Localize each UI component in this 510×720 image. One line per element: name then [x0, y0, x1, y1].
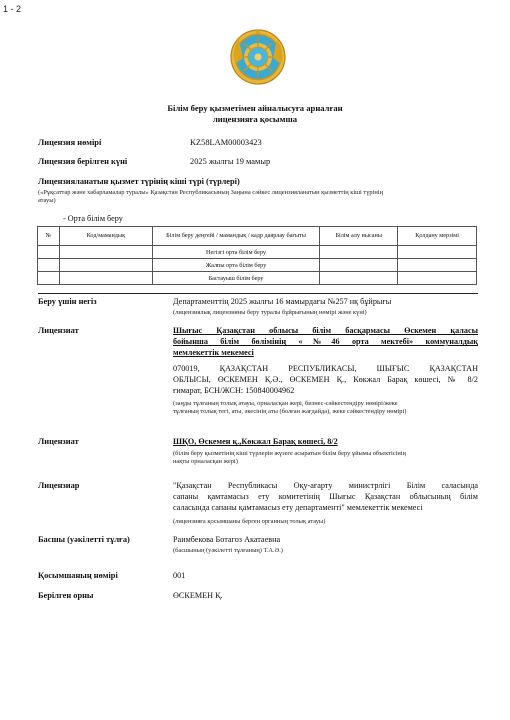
table-cell [38, 246, 60, 259]
licensee-address-line3: ғимарат, БСН/ЖСН: 150840004962 [173, 386, 295, 395]
section-divider [38, 293, 478, 294]
licensor-label: Лицензиар [38, 481, 80, 490]
basis-value: Департаменттің 2025 жылғы 16 мамырдағы №257 нқ бұйрығы [173, 297, 392, 306]
license-number-value: KZ58LAM00003423 [190, 138, 262, 147]
licensee-address-line1: 070019, ҚАЗАҚСТАН РЕСПУБЛИКАСЫ, ШЫҒЫС ҚАЗАҚСТАН [173, 364, 478, 373]
licensee-address-line2: ОБЛЫСЫ, ӨСКЕМЕН Қ.Ә., ӨСКЕМЕН Қ., Көкжал Барақ көшесі, № 8/2 [173, 375, 478, 384]
head-value: Раимбекова Ботагоз Акатаевна [173, 535, 281, 544]
education-levels-table [37, 226, 477, 285]
licensee-note-line1: (заңды тұлғаның толық атауы, орналасқан жері, бизнес-сәйкестендіру нөмірі/жеке [173, 400, 398, 407]
issue-date-value: 2025 жылғы 19 мамыр [190, 157, 271, 166]
issue-place-value: ӨСКЕМЕН Қ. [173, 591, 223, 600]
licensor-line1: "Қазақстан Республикасы Оқу-ағарту министрлігі Білім саласында [173, 481, 478, 490]
table-row [38, 246, 477, 259]
appendix-number-label: Қосымшаның нөмірі [38, 571, 118, 580]
subkind-note-line2: атауы) [38, 197, 56, 204]
licensee-note-line2: тұлғаның толық тегі, аты, әкесінің аты (болған жағдайда), жеке сәйкестендіру нөмірі) [173, 408, 407, 415]
subkind-item: - Орта білім беру [63, 214, 123, 223]
basis-note: (лицензиялық лицензияны беру туралы бұйрығының нөмірі және күні) [173, 309, 367, 316]
table-cell: Жалпы орта білім беру [152, 259, 320, 272]
licensee-location-label: Лицензиат [38, 437, 79, 446]
table-cell [320, 259, 398, 272]
page-label: 1 - 2 [3, 4, 22, 14]
table-row [38, 272, 477, 285]
licensee-location-note-line2: нақты орналасқан жері) [173, 458, 238, 465]
table-header-cell: Қолдану мерзімі [398, 227, 477, 246]
table-row [38, 259, 477, 272]
license-number-label: Лицензия нөмірі [38, 138, 102, 147]
licensee-name-line3: мемлекеттік мекемесі [173, 348, 254, 357]
basis-label: Беру үшін негіз [38, 297, 97, 306]
licensee-label: Лицензиат [38, 326, 79, 335]
table-cell [59, 259, 152, 272]
document-title-line1: Білім беру қызметімен айналысуға арналған [167, 103, 343, 113]
table-cell [320, 246, 398, 259]
issue-place-label: Берілген орны [38, 591, 94, 600]
issue-date-label: Лицензия берілген күні [38, 157, 128, 166]
licensee-name-line2: бойынша білім бөлімінің «№46 орта мектебі» коммуналдық [173, 337, 478, 346]
table-header-cell: Код/мамандық [59, 227, 152, 246]
table-cell [398, 246, 477, 259]
head-note: (басшының (уәкілетті тұлғаның) Т.А.Ә.) [173, 547, 283, 554]
table-header-cell: Білім беру деңгейі / мамандық / кадр даярлау бағыты [152, 227, 320, 246]
subkind-note-line1: («Рұқсаттар және хабарламалар туралы» Қазақстан Республикасының Заңына сәйкес лицензияланатын қызметтің кіші түрінің [38, 189, 383, 196]
licensee-location-value: ШҚО, Өскемен қ.,Көкжал Барақ көшесі, 8/2 [173, 437, 338, 446]
licensor-note: (лицензияға қосымшаны берген органның толық атауы) [173, 518, 326, 525]
licensee-name-line1: Шығыс Қазақстан облысы білім басқармасы Өскемен қаласы [173, 326, 478, 335]
head-label: Басшы (уәкілетті тұлға) [38, 535, 130, 544]
licensor-line2: сапаны қамтамасыз ету комитетінің Шығыс Қазақстан облысының білім [173, 492, 478, 501]
document-title-line2: лицензияға қосымша [212, 114, 298, 124]
table-cell: Негізгі орта білім беру [152, 246, 320, 259]
table-header-row [38, 227, 477, 246]
table-cell [38, 259, 60, 272]
subkind-heading: Лицензияланатын қызмет түрінің кіші түрі (түрлері) [38, 177, 240, 186]
table-header-cell: Білім алу нысаны [320, 227, 398, 246]
table-cell: Бастауыш білім беру [152, 272, 320, 285]
table-cell [320, 272, 398, 285]
table-cell [59, 246, 152, 259]
table-cell [38, 272, 60, 285]
licensor-line3: саласында сапаны қамтамасыз ету департаменті" мемлекеттік мекемесі [173, 503, 423, 512]
table-cell [398, 259, 477, 272]
appendix-number-value: 001 [173, 571, 186, 580]
table-cell [59, 272, 152, 285]
licensee-location-note-line1: (білім беру қызметінің кіші түрлерін жүзеге асыратын білім беру ұйымы объектісінің [173, 450, 406, 457]
state-emblem [229, 28, 287, 86]
table-cell [398, 272, 477, 285]
table-header-cell: № [38, 227, 60, 246]
